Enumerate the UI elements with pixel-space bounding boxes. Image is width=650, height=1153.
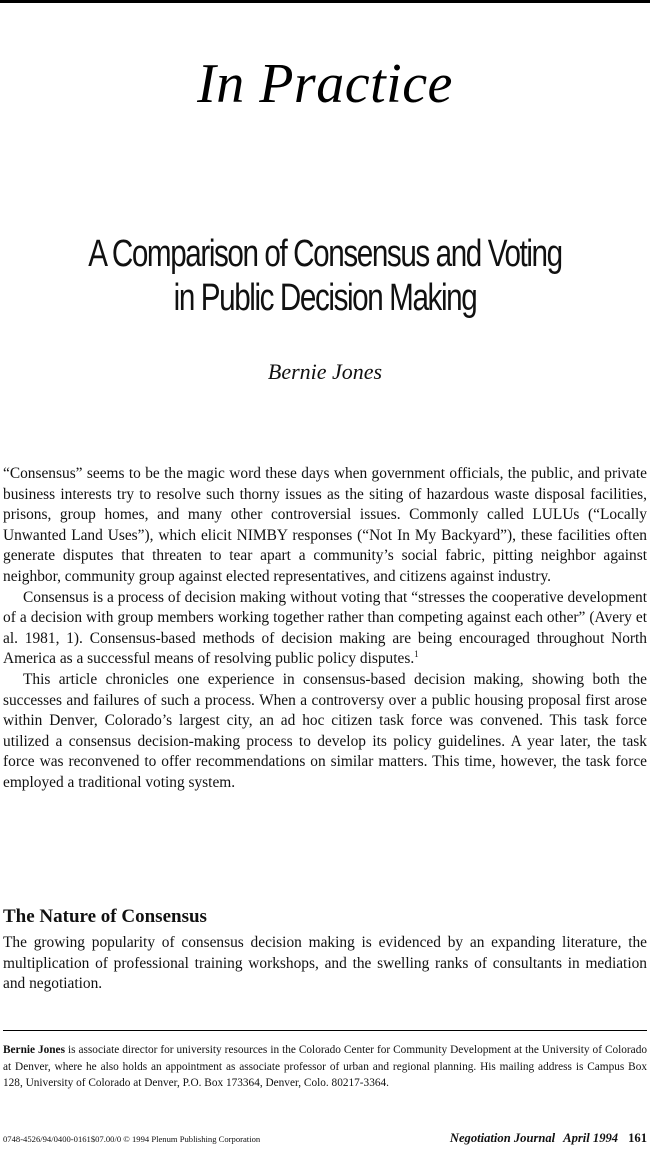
section-title: In Practice [197, 53, 453, 115]
article-body-continued [3, 933, 647, 995]
footer-journal-info [450, 1130, 647, 1146]
section-heading: The Nature of Consensus [3, 906, 207, 927]
footnote-marker: 1 [414, 649, 419, 660]
page-number: 161 [628, 1131, 647, 1145]
paragraph-3: This article chronicles one experience in consensus-based decision making, showing both the successes and failures of such a process. When a controversy over a public housing proposal first arose within Denver, Colorado’s largest city, an ad hoc citizen task force was convened. This task force utilized a consensus decision-making process to develop its policy guidelines. A year later, the task force was reconvened to offer recommendations on similar matters. This time, however, the task force employed a traditional voting system. [3, 670, 647, 791]
issue-date: April 1994 [563, 1131, 619, 1145]
footer-code-line: 0748-4526/94/0400-0161$07.00/0 © 1994 Plenum Publishing Corporation [3, 1134, 261, 1144]
author-name: Bernie Jones [267, 359, 383, 384]
article-title [72, 232, 579, 320]
paragraph-1: “Consensus” seems to be the magic word these days when government officials, the public, and private business interests try to resolve such thorny issues as the siting of hazardous waste disposal facilities, prisons, group homes, and many other controversial issues. Commonly called LULUs (“Locally Unwanted Land Uses”), which elicit NIMBY responses (“Not In My Backyard”), these facilities often generate disputes that threaten to tear apart a community’s social fabric, pitting neighbor against neighbor, community group against elected representatives, and citizens against industry. [3, 465, 647, 585]
author-footnote [3, 1042, 647, 1092]
paragraph-2 [3, 588, 647, 670]
journal-name: Negotiation Journal [449, 1131, 556, 1145]
top-rule [0, 0, 650, 3]
footnote-text: is associate director for university resources in the Colorado Center for Community Development at the University of Colorado at Denver, where he also holds an appointment as associate professor of urban and regional planning. His mailing address is Campus Box 128, University of Colorado at Denver, P.O. Box 173364, Denver, Colo. 80217-3364. [3, 1044, 647, 1089]
article-title-line-2: in Public Decision Making [173, 277, 477, 319]
paragraph-2-text: Consensus is a process of decision making without voting that “stresses the cooperative development of a decision with group members working together rather than competing against each other” (Avery et al. 1981, 1). Consensus-based methods of decision making are being encouraged throughout North America as a successful means of resolving public policy disputes. [3, 588, 647, 668]
article-title-line-1: A Comparison of Consensus and Voting [88, 233, 562, 275]
page-footer [3, 1130, 647, 1148]
article-body [3, 464, 647, 794]
footnote-author-name: Bernie Jones [3, 1044, 65, 1056]
paragraph-4: The growing popularity of consensus decision making is evidenced by an expanding literature, the multiplication of professional training workshops, and the swelling ranks of consultants in mediation and negotiation. [3, 934, 647, 993]
footnote-rule [3, 1030, 647, 1031]
